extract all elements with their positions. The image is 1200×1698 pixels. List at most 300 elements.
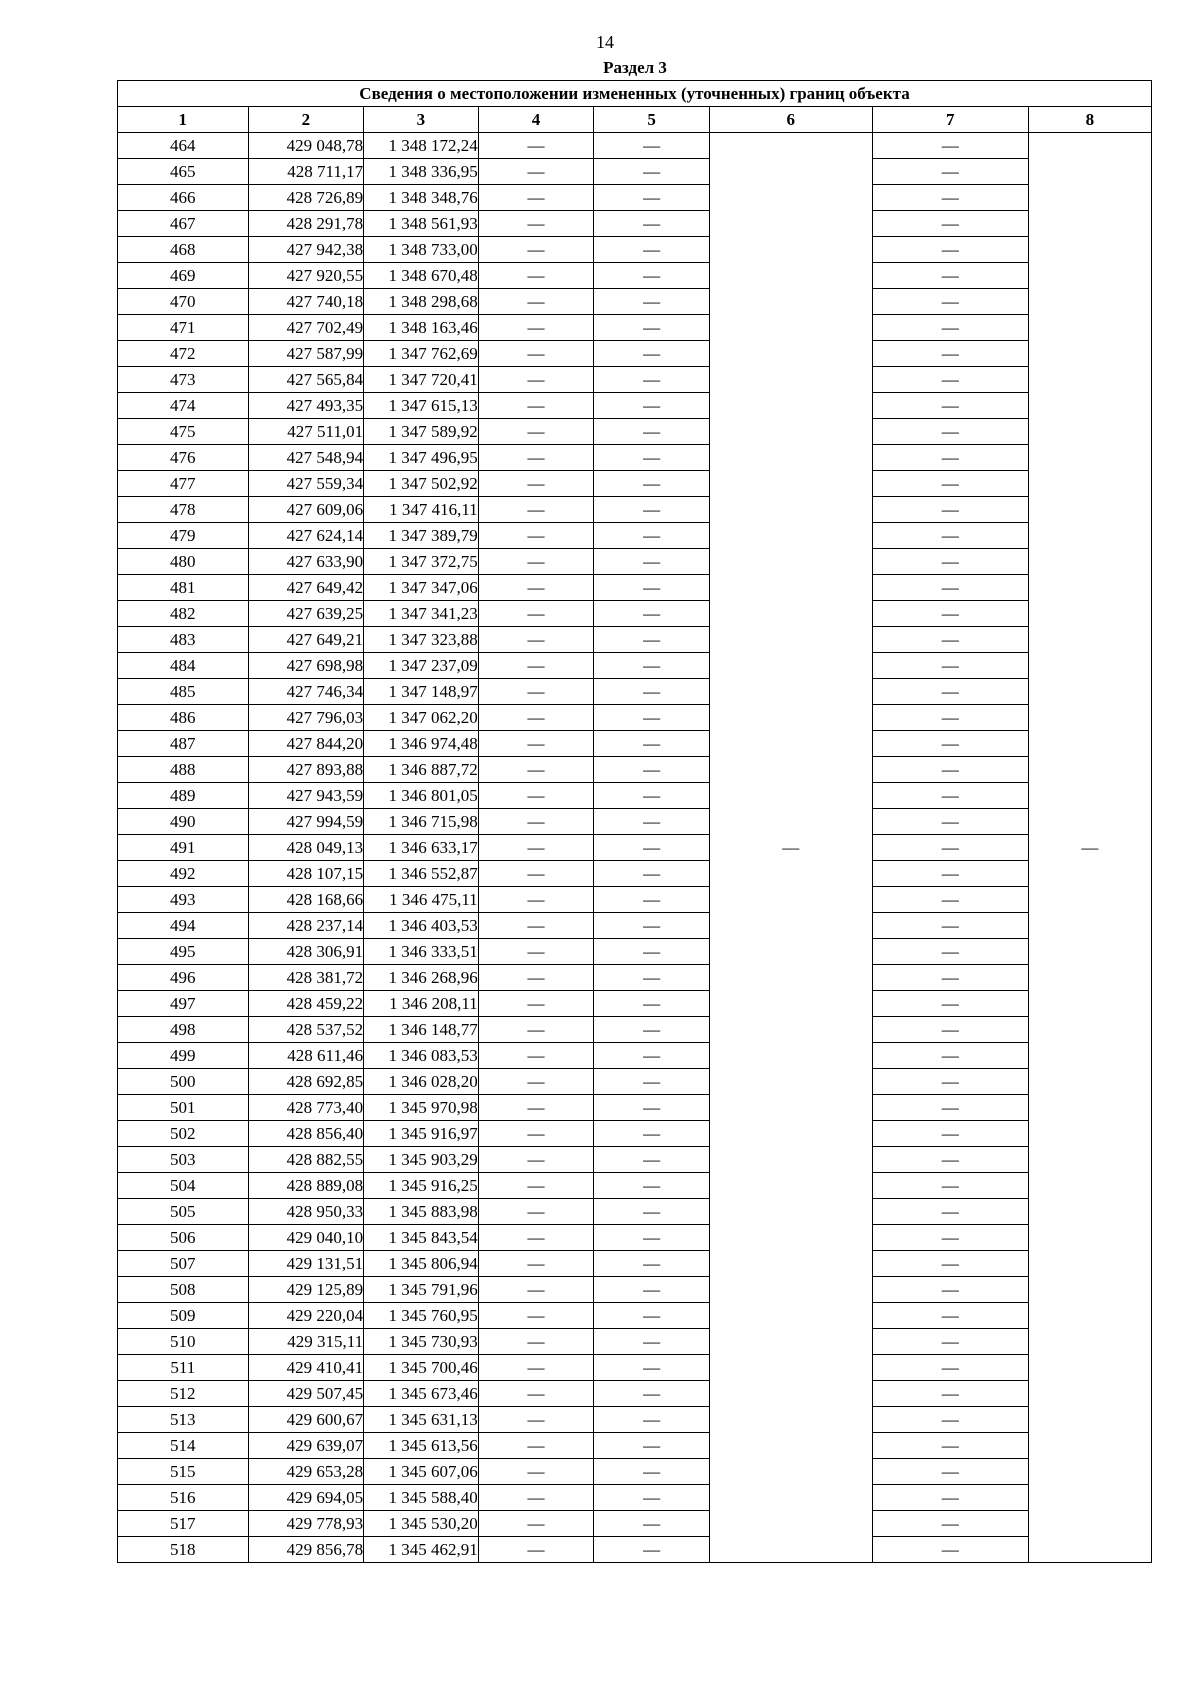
column-7-cell: — — [872, 185, 1028, 211]
column-5-cell: — — [594, 861, 710, 887]
point-number-cell: 506 — [118, 1225, 249, 1251]
table-row — [118, 1433, 1152, 1459]
column-7-cell: — — [872, 549, 1028, 575]
table-row — [118, 1537, 1152, 1563]
column-7-cell: — — [872, 1017, 1028, 1043]
point-number-cell: 518 — [118, 1537, 249, 1563]
column-5-cell: — — [594, 887, 710, 913]
coordinate-x-cell: 428 381,72 — [248, 965, 364, 991]
table-row — [118, 237, 1152, 263]
table-row — [118, 835, 1152, 861]
column-number-3: 3 — [364, 107, 479, 133]
column-7-cell: — — [872, 1355, 1028, 1381]
table-row — [118, 445, 1152, 471]
coordinate-x-cell: 427 942,38 — [248, 237, 364, 263]
coordinate-y-cell: 1 347 615,13 — [364, 393, 479, 419]
point-number-cell: 513 — [118, 1407, 249, 1433]
column-4-cell: — — [478, 445, 594, 471]
column-7-cell: — — [872, 575, 1028, 601]
column-4-cell: — — [478, 237, 594, 263]
table-row — [118, 1511, 1152, 1537]
table-row — [118, 991, 1152, 1017]
column-4-cell: — — [478, 1485, 594, 1511]
point-number-cell: 467 — [118, 211, 249, 237]
coordinate-y-cell: 1 345 916,25 — [364, 1173, 479, 1199]
point-number-cell: 475 — [118, 419, 249, 445]
column-5-cell: — — [594, 185, 710, 211]
coordinate-y-cell: 1 345 588,40 — [364, 1485, 479, 1511]
table-row — [118, 653, 1152, 679]
point-number-cell: 511 — [118, 1355, 249, 1381]
coordinate-x-cell: 429 856,78 — [248, 1537, 364, 1563]
column-7-cell: — — [872, 159, 1028, 185]
coordinate-x-cell: 427 994,59 — [248, 809, 364, 835]
column-5-cell: — — [594, 1407, 710, 1433]
point-number-cell: 497 — [118, 991, 249, 1017]
column-7-cell: — — [872, 523, 1028, 549]
coordinate-x-cell: 428 237,14 — [248, 913, 364, 939]
table-row — [118, 263, 1152, 289]
column-4-cell: — — [478, 679, 594, 705]
coordinate-y-cell: 1 347 347,06 — [364, 575, 479, 601]
coordinate-x-cell: 429 507,45 — [248, 1381, 364, 1407]
column-5-cell: — — [594, 627, 710, 653]
column-4-cell: — — [478, 861, 594, 887]
point-number-cell: 496 — [118, 965, 249, 991]
column-7-cell: — — [872, 1329, 1028, 1355]
coordinates-table — [117, 80, 1152, 1563]
column-4-cell: — — [478, 1303, 594, 1329]
column-4-cell: — — [478, 419, 594, 445]
coordinate-y-cell: 1 345 903,29 — [364, 1147, 479, 1173]
column-5-cell: — — [594, 1173, 710, 1199]
point-number-cell: 514 — [118, 1433, 249, 1459]
coordinate-x-cell: 429 315,11 — [248, 1329, 364, 1355]
column-5-cell: — — [594, 1251, 710, 1277]
point-number-cell: 515 — [118, 1459, 249, 1485]
coordinate-x-cell: 429 410,41 — [248, 1355, 364, 1381]
column-7-cell: — — [872, 237, 1028, 263]
column-5-cell: — — [594, 393, 710, 419]
point-number-cell: 488 — [118, 757, 249, 783]
column-4-cell: — — [478, 393, 594, 419]
column-7-cell: — — [872, 1485, 1028, 1511]
column-5-cell: — — [594, 471, 710, 497]
coordinate-x-cell: 427 893,88 — [248, 757, 364, 783]
coordinate-y-cell: 1 345 806,94 — [364, 1251, 479, 1277]
point-number-cell: 465 — [118, 159, 249, 185]
column-7-cell: — — [872, 653, 1028, 679]
coordinate-y-cell: 1 348 172,24 — [364, 133, 479, 159]
column-4-cell: — — [478, 185, 594, 211]
column-4-cell: — — [478, 341, 594, 367]
column-7-cell: — — [872, 341, 1028, 367]
column-7-cell: — — [872, 679, 1028, 705]
column-5-cell: — — [594, 1433, 710, 1459]
column-5-cell: — — [594, 705, 710, 731]
point-number-cell: 466 — [118, 185, 249, 211]
coordinate-y-cell: 1 345 700,46 — [364, 1355, 479, 1381]
point-number-cell: 508 — [118, 1277, 249, 1303]
column-7-cell: — — [872, 1147, 1028, 1173]
coordinate-y-cell: 1 347 496,95 — [364, 445, 479, 471]
coordinate-y-cell: 1 345 970,98 — [364, 1095, 479, 1121]
coordinate-y-cell: 1 348 348,76 — [364, 185, 479, 211]
column-7-cell: — — [872, 783, 1028, 809]
coordinate-y-cell: 1 345 843,54 — [364, 1225, 479, 1251]
coordinate-x-cell: 429 125,89 — [248, 1277, 364, 1303]
column-5-cell: — — [594, 263, 710, 289]
table-row — [118, 783, 1152, 809]
column-6-merged-cell: — — [709, 133, 872, 1563]
coordinate-x-cell: 427 587,99 — [248, 341, 364, 367]
coordinate-x-cell: 428 306,91 — [248, 939, 364, 965]
column-4-cell: — — [478, 1433, 594, 1459]
coordinate-x-cell: 428 882,55 — [248, 1147, 364, 1173]
column-7-cell: — — [872, 705, 1028, 731]
coordinate-x-cell: 427 943,59 — [248, 783, 364, 809]
column-5-cell: — — [594, 1069, 710, 1095]
coordinate-x-cell: 427 702,49 — [248, 315, 364, 341]
column-5-cell: — — [594, 991, 710, 1017]
point-number-cell: 477 — [118, 471, 249, 497]
column-4-cell: — — [478, 887, 594, 913]
coordinate-x-cell: 427 511,01 — [248, 419, 364, 445]
table-row — [118, 523, 1152, 549]
coordinate-y-cell: 1 346 552,87 — [364, 861, 479, 887]
coordinate-x-cell: 427 796,03 — [248, 705, 364, 731]
column-5-cell: — — [594, 835, 710, 861]
table-caption: Сведения о местоположении измененных (уточненных) границ объекта — [118, 81, 1152, 107]
point-number-cell: 512 — [118, 1381, 249, 1407]
table-row — [118, 1173, 1152, 1199]
table-row — [118, 575, 1152, 601]
section-title: Раздел 3 — [603, 58, 667, 77]
coordinate-y-cell: 1 345 631,13 — [364, 1407, 479, 1433]
table-row — [118, 393, 1152, 419]
column-7-cell: — — [872, 1173, 1028, 1199]
coordinate-x-cell: 427 609,06 — [248, 497, 364, 523]
column-5-cell: — — [594, 1329, 710, 1355]
coordinate-y-cell: 1 348 336,95 — [364, 159, 479, 185]
column-7-cell: — — [872, 835, 1028, 861]
column-5-cell: — — [594, 1355, 710, 1381]
column-4-cell: — — [478, 471, 594, 497]
column-7-cell: — — [872, 1511, 1028, 1537]
point-number-cell: 509 — [118, 1303, 249, 1329]
column-7-cell: — — [872, 497, 1028, 523]
point-number-cell: 504 — [118, 1173, 249, 1199]
table-row — [118, 471, 1152, 497]
column-4-cell: — — [478, 939, 594, 965]
column-5-cell: — — [594, 289, 710, 315]
point-number-cell: 471 — [118, 315, 249, 341]
column-5-cell: — — [594, 419, 710, 445]
coordinate-x-cell: 429 639,07 — [248, 1433, 364, 1459]
coordinate-y-cell: 1 347 589,92 — [364, 419, 479, 445]
table-row — [118, 1355, 1152, 1381]
coordinate-y-cell: 1 346 208,11 — [364, 991, 479, 1017]
coordinate-y-cell: 1 347 062,20 — [364, 705, 479, 731]
table-row — [118, 913, 1152, 939]
coordinate-y-cell: 1 346 974,48 — [364, 731, 479, 757]
table-row — [118, 1121, 1152, 1147]
column-7-cell: — — [872, 757, 1028, 783]
page-number: 14 — [596, 32, 614, 52]
column-4-cell: — — [478, 549, 594, 575]
column-7-cell: — — [872, 367, 1028, 393]
point-number-cell: 484 — [118, 653, 249, 679]
column-4-cell: — — [478, 575, 594, 601]
table-caption-row — [118, 81, 1152, 107]
column-7-cell: — — [872, 991, 1028, 1017]
column-7-cell: — — [872, 289, 1028, 315]
column-7-cell: — — [872, 939, 1028, 965]
coordinate-y-cell: 1 348 670,48 — [364, 263, 479, 289]
coordinate-y-cell: 1 348 298,68 — [364, 289, 479, 315]
coordinate-y-cell: 1 345 607,06 — [364, 1459, 479, 1485]
coordinate-y-cell: 1 346 333,51 — [364, 939, 479, 965]
coordinate-y-cell: 1 345 673,46 — [364, 1381, 479, 1407]
column-5-cell: — — [594, 1043, 710, 1069]
column-4-cell: — — [478, 1459, 594, 1485]
column-5-cell: — — [594, 367, 710, 393]
column-5-cell: — — [594, 211, 710, 237]
column-4-cell: — — [478, 1329, 594, 1355]
column-5-cell: — — [594, 1381, 710, 1407]
table-row — [118, 1303, 1152, 1329]
table-row — [118, 679, 1152, 705]
coordinate-x-cell: 428 107,15 — [248, 861, 364, 887]
coordinate-y-cell: 1 347 762,69 — [364, 341, 479, 367]
column-4-cell: — — [478, 263, 594, 289]
column-number-8: 8 — [1028, 107, 1151, 133]
column-4-cell: — — [478, 1225, 594, 1251]
table-row — [118, 341, 1152, 367]
table-row — [118, 1251, 1152, 1277]
point-number-cell: 482 — [118, 601, 249, 627]
column-4-cell: — — [478, 1251, 594, 1277]
point-number-cell: 483 — [118, 627, 249, 653]
coordinate-y-cell: 1 347 389,79 — [364, 523, 479, 549]
column-4-cell: — — [478, 783, 594, 809]
column-4-cell: — — [478, 1537, 594, 1563]
column-7-cell: — — [872, 1199, 1028, 1225]
column-7-cell: — — [872, 1121, 1028, 1147]
column-number-7: 7 — [872, 107, 1028, 133]
column-4-cell: — — [478, 1173, 594, 1199]
column-number-4: 4 — [478, 107, 594, 133]
column-4-cell: — — [478, 211, 594, 237]
coordinate-x-cell: 427 698,98 — [248, 653, 364, 679]
point-number-cell: 464 — [118, 133, 249, 159]
coordinate-x-cell: 428 726,89 — [248, 185, 364, 211]
column-4-cell: — — [478, 731, 594, 757]
coordinate-y-cell: 1 347 720,41 — [364, 367, 479, 393]
table-row — [118, 419, 1152, 445]
coordinate-y-cell: 1 345 613,56 — [364, 1433, 479, 1459]
coordinate-x-cell: 429 778,93 — [248, 1511, 364, 1537]
coordinate-x-cell: 427 565,84 — [248, 367, 364, 393]
coordinate-x-cell: 427 639,25 — [248, 601, 364, 627]
column-7-cell: — — [872, 1095, 1028, 1121]
column-7-cell: — — [872, 1459, 1028, 1485]
coordinate-y-cell: 1 345 730,93 — [364, 1329, 479, 1355]
coordinate-x-cell: 428 692,85 — [248, 1069, 364, 1095]
coordinate-x-cell: 429 131,51 — [248, 1251, 364, 1277]
point-number-cell: 473 — [118, 367, 249, 393]
table-row — [118, 211, 1152, 237]
column-5-cell: — — [594, 731, 710, 757]
column-5-cell: — — [594, 1017, 710, 1043]
column-number-row — [118, 107, 1152, 133]
column-4-cell: — — [478, 1407, 594, 1433]
point-number-cell: 470 — [118, 289, 249, 315]
column-4-cell: — — [478, 809, 594, 835]
coordinate-y-cell: 1 345 530,20 — [364, 1511, 479, 1537]
column-5-cell: — — [594, 783, 710, 809]
coordinate-x-cell: 429 048,78 — [248, 133, 364, 159]
column-7-cell: — — [872, 627, 1028, 653]
coordinate-y-cell: 1 347 416,11 — [364, 497, 479, 523]
column-5-cell: — — [594, 601, 710, 627]
coordinate-y-cell: 1 346 268,96 — [364, 965, 479, 991]
coordinate-y-cell: 1 346 475,11 — [364, 887, 479, 913]
point-number-cell: 487 — [118, 731, 249, 757]
column-5-cell: — — [594, 237, 710, 263]
point-number-cell: 489 — [118, 783, 249, 809]
column-5-cell: — — [594, 1147, 710, 1173]
column-7-cell: — — [872, 263, 1028, 289]
coordinate-x-cell: 429 653,28 — [248, 1459, 364, 1485]
table-row — [118, 497, 1152, 523]
point-number-cell: 478 — [118, 497, 249, 523]
column-number-2: 2 — [248, 107, 364, 133]
column-4-cell: — — [478, 705, 594, 731]
column-7-cell: — — [872, 471, 1028, 497]
column-7-cell: — — [872, 601, 1028, 627]
coordinate-y-cell: 1 346 633,17 — [364, 835, 479, 861]
table-row — [118, 1407, 1152, 1433]
column-5-cell: — — [594, 159, 710, 185]
coordinate-y-cell: 1 346 801,05 — [364, 783, 479, 809]
table-row — [118, 939, 1152, 965]
coordinate-x-cell: 429 600,67 — [248, 1407, 364, 1433]
point-number-cell: 481 — [118, 575, 249, 601]
column-5-cell: — — [594, 1095, 710, 1121]
coordinate-x-cell: 427 746,34 — [248, 679, 364, 705]
point-number-cell: 479 — [118, 523, 249, 549]
point-number-cell: 472 — [118, 341, 249, 367]
coordinate-y-cell: 1 348 163,46 — [364, 315, 479, 341]
point-number-cell: 468 — [118, 237, 249, 263]
column-8-merged-cell: — — [1028, 133, 1151, 1563]
coordinate-x-cell: 428 889,08 — [248, 1173, 364, 1199]
point-number-cell: 516 — [118, 1485, 249, 1511]
coordinate-x-cell: 429 694,05 — [248, 1485, 364, 1511]
column-5-cell: — — [594, 445, 710, 471]
coordinate-y-cell: 1 346 887,72 — [364, 757, 479, 783]
point-number-cell: 503 — [118, 1147, 249, 1173]
column-4-cell: — — [478, 133, 594, 159]
column-5-cell: — — [594, 965, 710, 991]
point-number-cell: 500 — [118, 1069, 249, 1095]
column-7-cell: — — [872, 731, 1028, 757]
table-row — [118, 1069, 1152, 1095]
table-row — [118, 757, 1152, 783]
table-row — [118, 627, 1152, 653]
coordinate-x-cell: 428 611,46 — [248, 1043, 364, 1069]
column-7-cell: — — [872, 1303, 1028, 1329]
column-7-cell: — — [872, 1069, 1028, 1095]
column-7-cell: — — [872, 809, 1028, 835]
table-row — [118, 133, 1152, 159]
column-5-cell: — — [594, 1485, 710, 1511]
coordinate-y-cell: 1 346 403,53 — [364, 913, 479, 939]
table-row — [118, 1095, 1152, 1121]
coordinate-x-cell: 428 537,52 — [248, 1017, 364, 1043]
coordinate-y-cell: 1 345 916,97 — [364, 1121, 479, 1147]
point-number-cell: 510 — [118, 1329, 249, 1355]
column-5-cell: — — [594, 1277, 710, 1303]
coordinate-y-cell: 1 345 462,91 — [364, 1537, 479, 1563]
table-row — [118, 1459, 1152, 1485]
point-number-cell: 480 — [118, 549, 249, 575]
table-body — [118, 133, 1152, 1563]
column-5-cell: — — [594, 1199, 710, 1225]
coordinate-x-cell: 428 950,33 — [248, 1199, 364, 1225]
column-5-cell: — — [594, 1303, 710, 1329]
table-row — [118, 809, 1152, 835]
point-number-cell: 486 — [118, 705, 249, 731]
coordinate-x-cell: 428 049,13 — [248, 835, 364, 861]
column-5-cell: — — [594, 1537, 710, 1563]
column-7-cell: — — [872, 1433, 1028, 1459]
table-row — [118, 705, 1152, 731]
column-4-cell: — — [478, 653, 594, 679]
column-4-cell: — — [478, 315, 594, 341]
coordinate-x-cell: 427 633,90 — [248, 549, 364, 575]
table-row — [118, 159, 1152, 185]
table-row — [118, 601, 1152, 627]
coordinate-y-cell: 1 346 028,20 — [364, 1069, 479, 1095]
point-number-cell: 501 — [118, 1095, 249, 1121]
table-row — [118, 887, 1152, 913]
point-number-cell: 502 — [118, 1121, 249, 1147]
column-5-cell: — — [594, 1121, 710, 1147]
point-number-cell: 517 — [118, 1511, 249, 1537]
coordinate-y-cell: 1 348 733,00 — [364, 237, 479, 263]
column-7-cell: — — [872, 133, 1028, 159]
column-4-cell: — — [478, 913, 594, 939]
coordinate-x-cell: 427 559,34 — [248, 471, 364, 497]
column-5-cell: — — [594, 497, 710, 523]
table-row — [118, 965, 1152, 991]
point-number-cell: 494 — [118, 913, 249, 939]
coordinate-x-cell: 427 493,35 — [248, 393, 364, 419]
column-5-cell: — — [594, 939, 710, 965]
column-number-1: 1 — [118, 107, 249, 133]
column-5-cell: — — [594, 653, 710, 679]
column-4-cell: — — [478, 601, 594, 627]
coordinate-x-cell: 427 649,21 — [248, 627, 364, 653]
table-row — [118, 1277, 1152, 1303]
column-7-cell: — — [872, 419, 1028, 445]
coordinate-y-cell: 1 347 372,75 — [364, 549, 479, 575]
column-4-cell: — — [478, 497, 594, 523]
column-7-cell: — — [872, 913, 1028, 939]
coordinate-x-cell: 429 040,10 — [248, 1225, 364, 1251]
